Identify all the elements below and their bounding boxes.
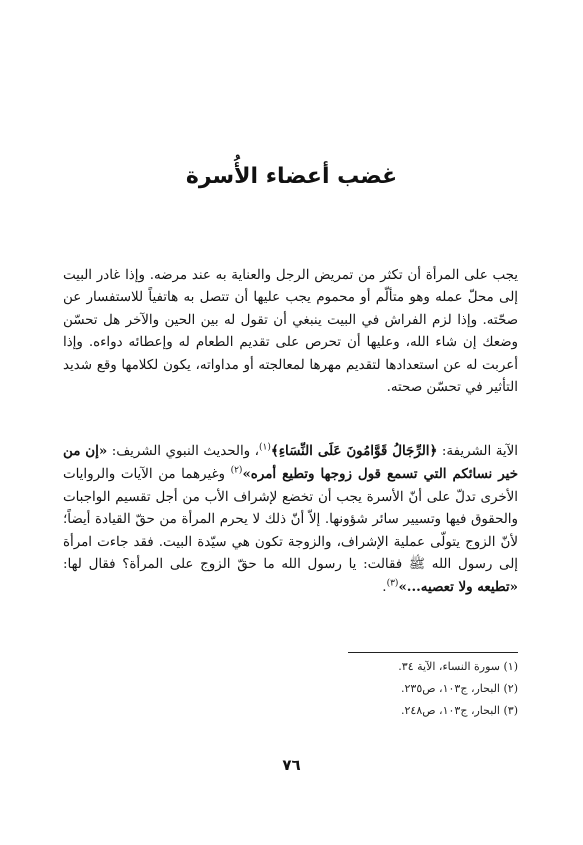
paragraph-2-intro: الآية الشريفة: [437, 444, 519, 459]
footnote-1: (١) سورة النساء، الآية ٣٤. [398, 660, 518, 673]
footnote-divider [348, 652, 518, 653]
footnote-ref-1: (١) [259, 442, 271, 453]
paragraph-2-end: . [382, 580, 387, 596]
footnote-ref-2: (٢) [230, 465, 243, 476]
paragraph-2 [63, 440, 518, 600]
paragraph-2-middle: ، والحديث النبوي الشريف: [107, 444, 259, 459]
paragraph-1 [63, 265, 518, 399]
paragraph-1-text: يجب على المرأة أن تكثر من تمريض الرجل والعناية به عند مرضه. وإذا غادر البيت إلى محلّ عمله وهو متألّم أو محموم يجب عليها أن تتصل به هاتفياً للاستفسار عن صحّته. وإذا لزم الفراش في البيت ينبغي أن تقول له بين الحين والآخر هل تحسّن وضعك إن شاء الله، وعليها أن تحرص على تقديم الطعام له وإعطائه دواءه. وإذا أعربت له عن استعدادها لتقديم مهرها لمعالجته أو مداواته، يكون لكلامها وقع شديد التأثير في تحسّن صحته. [63, 268, 518, 396]
paragraph-2-text [63, 440, 518, 600]
chapter-title: غضب أعضاء الأُسرة [185, 164, 398, 189]
hadith-quote-1: «إن من خير نسائكم التي تسمع قول زوجها وتطيع أمره» [63, 443, 518, 483]
footnote-ref-3: (٣) [386, 578, 399, 589]
quran-verse: ﴿الرِّجَالُ قَوَّامُونَ عَلَى النِّسَاءِ﴾ [270, 443, 438, 459]
paragraph-2-body: وغيرهما من الآيات والروايات الأخرى تدلّ على أنّ الأسرة يجب أن تخضع لإشراف الأب من أجل تقسيم الواجبات والحقوق فيها وتسيير سائر شؤونها. إلاّ أنّ ذلك لا يحرم المرأة من حقّ القيادة أيضاً؛ لأنّ الزوج يتولّى عملية الإشراف، والزوجة تكون هي سيّدة البيت. فقد جاءت امرأة إلى رسول الله ﷺ فقالت: يا رسول الله ما حقّ الزوج على المرأة؟ فقال لها: [63, 467, 518, 573]
footnotes [63, 656, 518, 722]
page-number: ٧٦ [282, 756, 301, 774]
hadith-quote-2: «تطيعه ولا تعصيه...» [398, 579, 518, 596]
footnote-3: (٣) البحار، ج١٠٣، ص٢٤٨. [401, 704, 518, 717]
footnote-2: (٢) البحار، ج١٠٣، ص٢٣٥. [401, 682, 518, 695]
